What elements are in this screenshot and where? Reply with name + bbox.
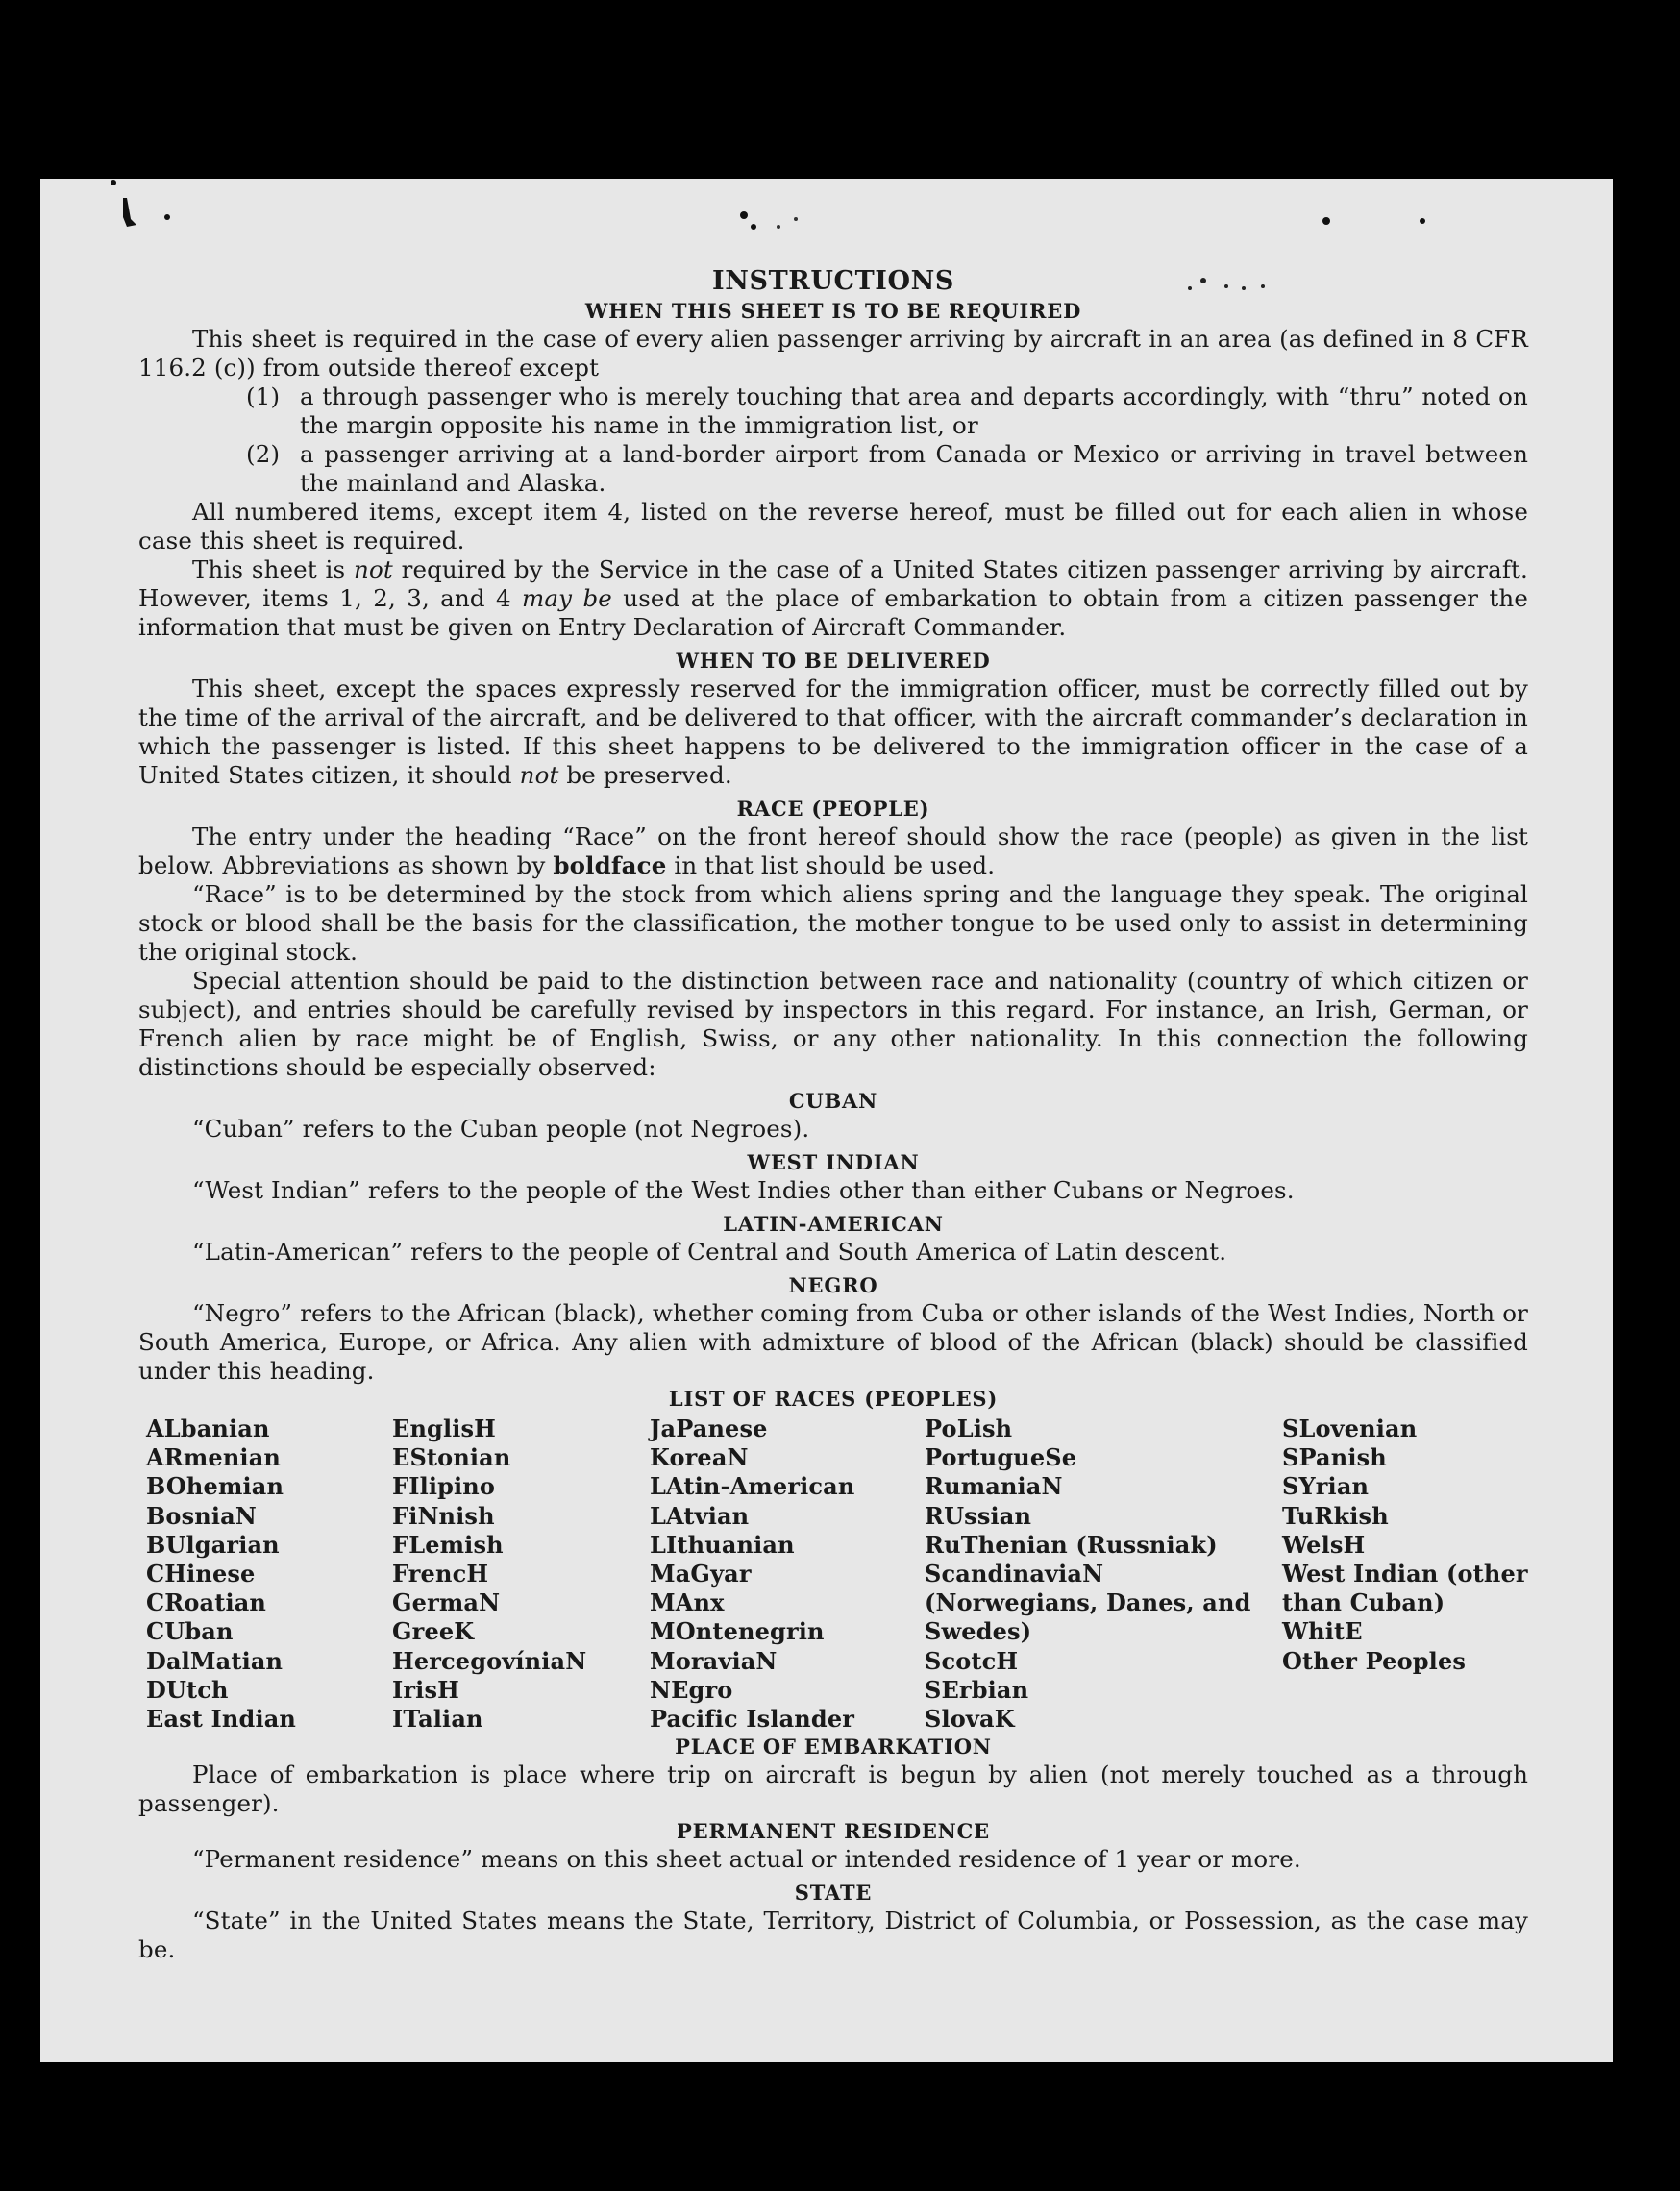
delivered-paragraph <box>138 675 1528 790</box>
race-entry: East Indian <box>146 1705 297 1734</box>
race-entry: West Indian (other than Cuban) <box>1282 1560 1528 1617</box>
west-indian-paragraph: “West Indian” refers to the people of the West Indies other than either Cubans or Negroes. <box>192 1176 1295 1204</box>
item-number: (1) <box>246 382 281 410</box>
race-entry: LAtin-American <box>650 1472 855 1501</box>
race-entry: SPanish <box>1282 1443 1387 1472</box>
required-intro: This sheet is required in the case of every alien passenger arriving by aircraft in an area (as defined in 8 CFR 116.2 (c)) from outside thereof except <box>138 325 1528 382</box>
race-entry: ALbanian <box>146 1415 270 1442</box>
section-heading-west-indian: WEST INDIAN <box>747 1150 920 1174</box>
race-entry: FIlipino <box>392 1472 496 1501</box>
embarkation-paragraph: Place of embarkation is place where trip on aircraft is begun by alien (not merely touched as a through passenger). <box>138 1760 1528 1818</box>
section-heading-required: WHEN THIS SHEET IS TO BE REQUIRED <box>584 299 1082 323</box>
race-column-3 <box>650 1415 925 1734</box>
race-paragraph-1 <box>138 823 1528 880</box>
race-entry: CHinese <box>146 1560 256 1588</box>
race-entry: IrisH <box>392 1675 459 1704</box>
race-entry: SLovenian <box>1282 1415 1418 1442</box>
race-entry: HercegovíniaN <box>392 1646 587 1675</box>
race-entry: TuRkish <box>1282 1501 1389 1530</box>
cuban-paragraph: “Cuban” refers to the Cuban people (not Negroes). <box>192 1115 810 1143</box>
race-entry: EnglisH <box>392 1415 496 1442</box>
item-number: (2) <box>246 440 281 468</box>
race-entry: SErbian <box>925 1675 1029 1704</box>
section-heading-race-list: LIST OF RACES (PEOPLES) <box>668 1387 999 1411</box>
race-entry: KoreaN <box>650 1443 749 1472</box>
race-entry: JaPanese <box>650 1415 768 1442</box>
instructions-content <box>138 265 1528 1964</box>
race-entry: EStonian <box>392 1443 511 1472</box>
race-entry: FrencH <box>392 1560 489 1588</box>
item-text: a through passenger who is merely touching that area and departs accordingly, with “thru” noted on the margin opposite his name in the immigration list, or <box>300 382 1528 439</box>
section-heading-negro: NEGRO <box>788 1273 878 1297</box>
race-entry: FLemish <box>392 1530 504 1559</box>
race-entry: Other Peoples <box>1282 1646 1467 1675</box>
race-boldface-word: boldface <box>553 851 667 879</box>
citizen-paragraph <box>138 555 1528 642</box>
race-entry: CUban <box>146 1617 234 1646</box>
race-entry: BUlgarian <box>146 1530 280 1559</box>
race-entry: CRoatian <box>146 1588 267 1617</box>
race-entry: NEgro <box>650 1675 733 1704</box>
race-column-5 <box>1282 1415 1536 1734</box>
race-entry: BosniaN <box>146 1501 257 1530</box>
race-entry: BOhemian <box>146 1472 284 1501</box>
race-entry: LAtvian <box>650 1501 750 1530</box>
race-entry: RumaniaN <box>925 1472 1063 1501</box>
race-column-4 <box>925 1415 1282 1734</box>
race-entry: Pacific Islander <box>650 1705 855 1734</box>
race-entry: DUtch <box>146 1675 229 1704</box>
race-entry: ScotcH <box>925 1646 1019 1675</box>
citizen-text-b: required by the Service in the case of a United States citizen passenger arriving by aircraft. However, items 1, 2, 3, and 4 <box>138 555 1528 612</box>
delivered-text-b: be preserved. <box>558 761 732 789</box>
document-page <box>40 179 1613 2062</box>
race-entry: DalMatian <box>146 1646 284 1675</box>
race-entry: GreeK <box>392 1617 475 1646</box>
race-entry: ARmenian <box>146 1443 281 1472</box>
negro-paragraph: “Negro” refers to the African (black), whether coming from Cuba or other islands of the West Indies, North or South America, Europe, or Africa. Any alien with admixture of blood of the African (black) should be classified under this heading. <box>138 1299 1528 1385</box>
section-heading-race: RACE (PEOPLE) <box>736 797 930 821</box>
race-entry: LIthuanian <box>650 1530 795 1559</box>
race-entry: ITalian <box>392 1705 483 1734</box>
race-entry: MaGyar <box>650 1560 752 1588</box>
race-column-2 <box>392 1415 650 1734</box>
race-paragraph-2: “Race” is to be determined by the stock from which aliens spring and the language they speak. The original stock or blood shall be the basis for the classification, the mother tongue to be used only to assist in determining the original stock. <box>138 880 1528 966</box>
item-text: a passenger arriving at a land-border airport from Canada or Mexico or arriving in travel between the mainland and Alaska. <box>300 440 1528 497</box>
section-heading-residence: PERMANENT RESIDENCE <box>677 1819 990 1844</box>
citizen-text-a: This sheet is <box>192 555 355 583</box>
race-paragraph-3: Special attention should be paid to the distinction between race and nationality (country of which citizen or subject), and entries should be carefully revised by inspectors in this regard. For instance, an Irish, German, or French alien by race might be of English, Swiss, or any other nationality. In this connection the following distinctions should be especially observed: <box>138 967 1528 1081</box>
section-heading-embarkation: PLACE OF EMBARKATION <box>675 1735 992 1760</box>
race-entry: MAnx <box>650 1588 725 1617</box>
state-paragraph: “State” in the United States means the State, Territory, District of Columbia, or Possession, as the case may be. <box>138 1907 1528 1964</box>
race-entry: PoLish <box>925 1415 1013 1442</box>
race-entry: SlovaK <box>925 1705 1015 1734</box>
race-text-a: The entry under the heading “Race” on the front hereof should show the race (people) as given in the list below. Abbreviations as shown by <box>138 823 1528 879</box>
section-heading-latin-american: LATIN-AMERICAN <box>723 1212 944 1236</box>
race-entry: FiNnish <box>392 1501 495 1530</box>
numbered-items-paragraph: All numbered items, except item 4, listed on the reverse hereof, must be filled out for each alien in whose case this sheet is required. <box>138 498 1528 554</box>
race-list-table <box>138 1415 1528 1734</box>
section-heading-state: STATE <box>794 1881 873 1906</box>
race-entry: WelsH <box>1282 1530 1366 1559</box>
delivered-emphasis-not: not <box>519 761 559 789</box>
race-entry: PortugueSe <box>925 1443 1077 1472</box>
section-heading-cuban: CUBAN <box>788 1089 878 1113</box>
residence-paragraph: “Permanent residence” means on this sheet actual or intended residence of 1 year or more. <box>192 1845 1301 1874</box>
latin-american-paragraph: “Latin-American” refers to the people of Central and South America of Latin descent. <box>192 1238 1227 1266</box>
exception-item-1 <box>138 382 1528 440</box>
race-entry: MoraviaN <box>650 1646 778 1675</box>
exception-item-2 <box>138 440 1528 498</box>
race-entry: ScandinaviaN (Norwegians, Danes, and Swedes) <box>925 1560 1251 1646</box>
race-entry: RUssian <box>925 1501 1032 1530</box>
race-entry: MOntenegrin <box>650 1617 825 1646</box>
section-heading-delivered: WHEN TO BE DELIVERED <box>676 649 991 673</box>
race-text-b: in that list should be used. <box>666 851 996 879</box>
citizen-emphasis-may-be: may be <box>522 584 612 612</box>
race-entry: WhitE <box>1282 1617 1363 1646</box>
citizen-emphasis-not: not <box>354 555 393 583</box>
race-column-1 <box>146 1415 392 1734</box>
instructions-title: INSTRUCTIONS <box>712 266 954 296</box>
citizen-text-c: used at the place of embarkation to obtain from a citizen passenger the information that must be given on Entry Declaration of Aircraft Commander. <box>138 584 1528 641</box>
delivered-text-a: This sheet, except the spaces expressly reserved for the immigration officer, must be correctly filled out by the time of the arrival of the aircraft, and be delivered to that officer, with the aircraft commander’s declaration in which the passenger is listed. If this sheet happens to be delivered to the immigration officer in the case of a United States citizen, it should <box>138 675 1528 789</box>
race-entry: RuThenian (Russniak) <box>925 1530 1218 1559</box>
race-entry: SYrian <box>1282 1472 1370 1501</box>
race-entry: GermaN <box>392 1588 501 1617</box>
